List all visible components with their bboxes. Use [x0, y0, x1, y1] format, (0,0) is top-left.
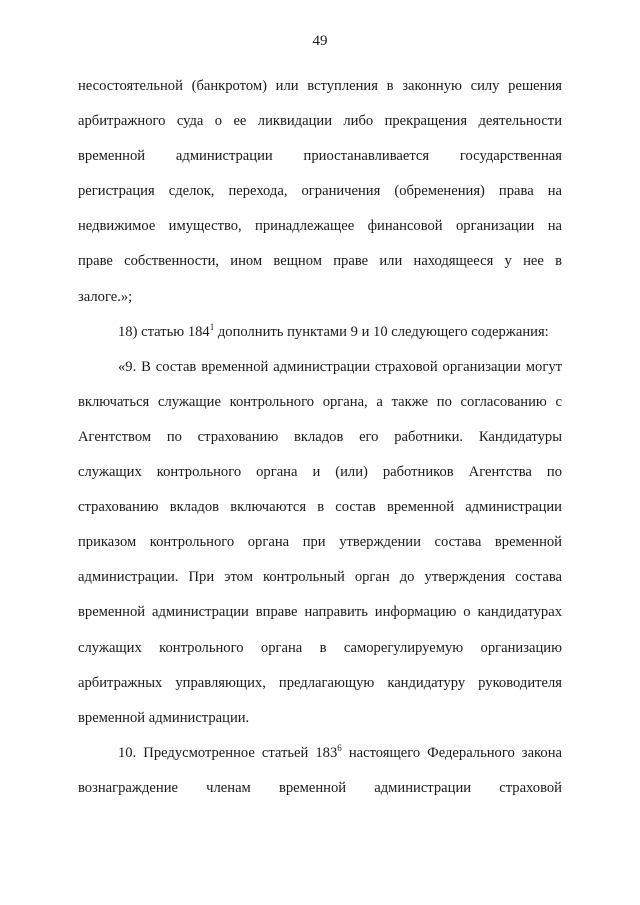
- text-segment: дополнить пунктами 9 и 10 следующего содержания:: [214, 323, 549, 340]
- text-line: страхованию вкладов включаются в состав временной администрации: [78, 499, 562, 516]
- text-line: праве собственности, ином вещном праве или находящееся у нее в: [78, 253, 562, 270]
- text-line: несостоятельной (банкротом) или вступления в законную силу решения: [78, 78, 562, 94]
- text-line: служащих контрольного органа и (или) работников Агентства по: [78, 464, 562, 481]
- text-line: «9. В состав временной администрации страховой организации могут: [118, 358, 562, 375]
- text-line: [78, 315, 562, 350]
- text-line: регистрация сделок, перехода, ограничения (обременения) права на: [78, 183, 562, 200]
- text-line: приказом контрольного органа при утверждении состава временной: [78, 534, 562, 551]
- text-line: администрации. При этом контрольный орган до утверждения состава: [78, 569, 562, 586]
- page-number: 49: [312, 33, 328, 49]
- text-line: арбитражного суда о ее ликвидации либо прекращения деятельности: [78, 113, 562, 130]
- text-line: Агентством по страхованию вкладов его работники. Кандидатуры: [78, 428, 562, 445]
- text-line: служащих контрольного органа в саморегулируемую организацию: [78, 639, 562, 656]
- text-line: вознаграждение членам временной администрации страховой: [78, 779, 562, 796]
- superscript: 6: [337, 742, 342, 753]
- text-line: временной администрации приостанавливается государственная: [78, 148, 562, 165]
- body-text: [78, 69, 562, 806]
- superscript: 1: [209, 321, 215, 332]
- text-line: залоге.»;: [78, 288, 133, 305]
- text-segment: настоящего Федерального закона: [341, 744, 562, 761]
- text-line: временной администрации.: [78, 709, 250, 726]
- text-line: включаться служащие контрольного органа, а также по согласованию с: [78, 393, 562, 410]
- text-line: арбитражных управляющих, предлагающую кандидатуру руководителя: [78, 674, 562, 691]
- text-line: [78, 736, 562, 771]
- text-line: временной администрации вправе направить информацию о кандидатурах: [78, 604, 562, 621]
- text-line: недвижимое имущество, принадлежащее финансовой организации на: [78, 218, 562, 235]
- text-segment: 18) статью 184: [118, 323, 210, 340]
- text-segment: 10. Предусмотренное статьей 183: [118, 744, 338, 761]
